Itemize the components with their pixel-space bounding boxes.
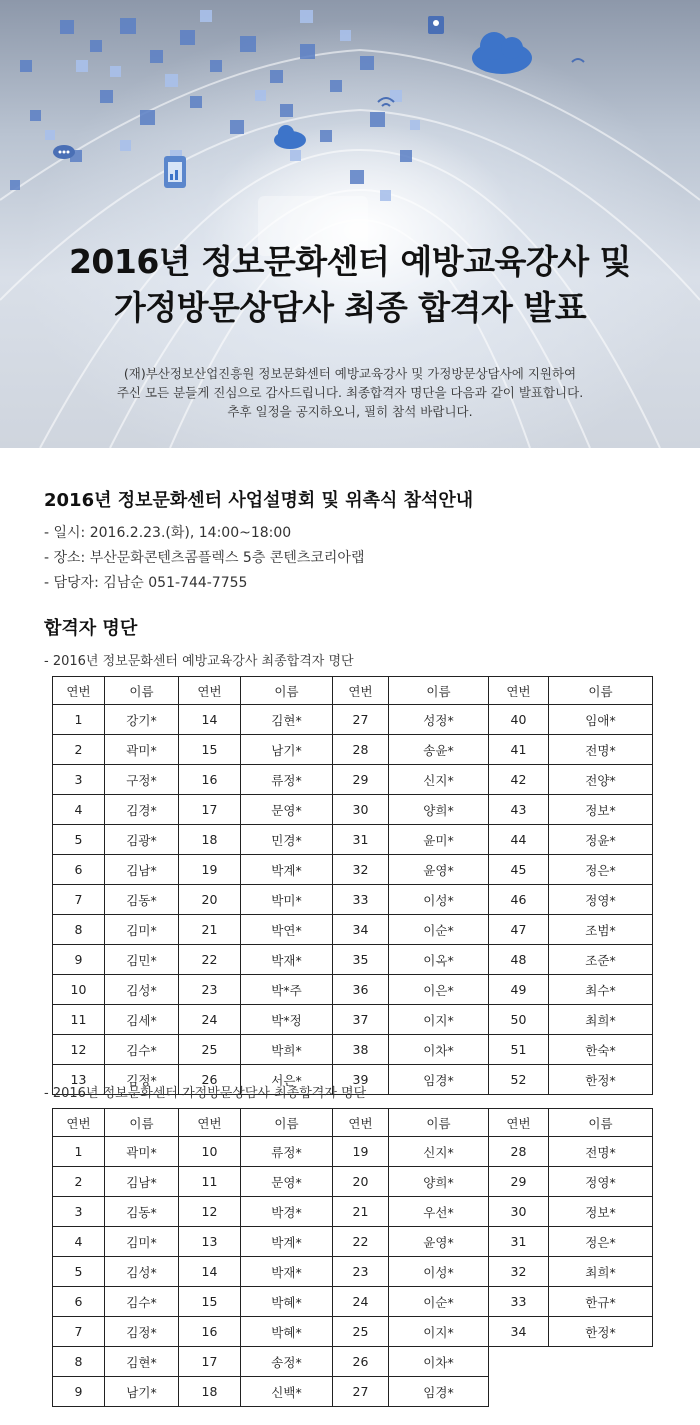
cell-number: 22: [179, 945, 241, 975]
cell-name: 이성*: [389, 1257, 489, 1287]
cell-name: 양희*: [389, 795, 489, 825]
cell-name: 민경*: [241, 825, 333, 855]
table1-caption: - 2016년 정보문화센터 예방교육강사 최종합격자 명단: [44, 654, 354, 669]
briefing-contact: - 담당자: 김남순 051-744-7755: [44, 575, 248, 591]
cell-number: 34: [489, 1317, 549, 1347]
table-row: [53, 855, 653, 885]
cell-name: 윤영*: [389, 1227, 489, 1257]
cell-name: 정윤*: [549, 825, 653, 855]
cell-name: 박*주: [241, 975, 333, 1005]
header-number: 연번: [489, 1109, 549, 1137]
cell-number: 11: [53, 1005, 105, 1035]
table-row: [53, 1317, 653, 1347]
hero-description-line1: (재)부산정보산업진흥원 정보문화센터 예방교육강사 및 가정방문상담사에 지원하여: [123, 366, 577, 381]
cell-number: 11: [179, 1167, 241, 1197]
cell-number: 49: [489, 975, 549, 1005]
cell-number: 45: [489, 855, 549, 885]
cell-number: 43: [489, 795, 549, 825]
cell-number: 4: [53, 1227, 105, 1257]
cell-name: 조준*: [549, 945, 653, 975]
cell-number: 19: [179, 855, 241, 885]
empty-cell: [489, 1377, 653, 1407]
cell-name: 류정*: [241, 765, 333, 795]
header-name: 이름: [389, 677, 489, 705]
cell-number: 6: [53, 1287, 105, 1317]
header-name: 이름: [389, 1109, 489, 1137]
tablet-chart-icon: [164, 156, 186, 188]
cell-number: 2: [53, 1167, 105, 1197]
cell-number: 10: [53, 975, 105, 1005]
cell-name: 박희*: [241, 1035, 333, 1065]
header-number: 연번: [53, 677, 105, 705]
table-row: [53, 1287, 653, 1317]
cell-name: 김수*: [105, 1035, 179, 1065]
cell-number: 20: [179, 885, 241, 915]
cell-name: 박계*: [241, 1227, 333, 1257]
counselor-pass-table: [52, 1108, 653, 1407]
cell-number: 33: [333, 885, 389, 915]
header-name: 이름: [241, 677, 333, 705]
cell-name: 김현*: [241, 705, 333, 735]
table-row: [53, 975, 653, 1005]
cell-name: 김성*: [105, 1257, 179, 1287]
cell-name: 우선*: [389, 1197, 489, 1227]
cell-name: 김남*: [105, 855, 179, 885]
cell-number: 36: [333, 975, 389, 1005]
cell-number: 13: [179, 1227, 241, 1257]
table-row: [53, 1167, 653, 1197]
cell-number: 1: [53, 705, 105, 735]
cell-number: 28: [489, 1137, 549, 1167]
table-row: [53, 915, 653, 945]
table-row: [53, 735, 653, 765]
cell-name: 신지*: [389, 765, 489, 795]
cell-number: 29: [489, 1167, 549, 1197]
empty-cell: [489, 1347, 653, 1377]
cell-name: 최희*: [549, 1257, 653, 1287]
cell-name: 남기*: [241, 735, 333, 765]
cell-number: 46: [489, 885, 549, 915]
table-row: [53, 825, 653, 855]
cell-number: 16: [179, 1317, 241, 1347]
cell-name: 정영*: [549, 1167, 653, 1197]
cell-number: 10: [179, 1137, 241, 1167]
cloud-icon: [472, 32, 532, 74]
cell-number: 38: [333, 1035, 389, 1065]
cell-name: 전양*: [549, 765, 653, 795]
cell-number: 21: [333, 1197, 389, 1227]
header-number: 연번: [179, 677, 241, 705]
briefing-place: - 장소: 부산문화콘텐츠콤플렉스 5층 콘텐츠코리아랩: [44, 550, 365, 566]
cell-number: 7: [53, 1317, 105, 1347]
cell-number: 29: [333, 765, 389, 795]
cell-name: 김민*: [105, 945, 179, 975]
table-row: [53, 765, 653, 795]
header-name: 이름: [549, 1109, 653, 1137]
cell-name: 송윤*: [389, 735, 489, 765]
cell-number: 18: [179, 1377, 241, 1407]
header-number: 연번: [333, 1109, 389, 1137]
cell-number: 33: [489, 1287, 549, 1317]
cell-name: 이순*: [389, 1287, 489, 1317]
cell-name: 류정*: [241, 1137, 333, 1167]
cell-number: 31: [489, 1227, 549, 1257]
cell-number: 14: [179, 1257, 241, 1287]
cell-name: 한규*: [549, 1287, 653, 1317]
cell-name: 김수*: [105, 1287, 179, 1317]
cell-number: 18: [179, 825, 241, 855]
cell-number: 35: [333, 945, 389, 975]
cell-name: 이차*: [389, 1347, 489, 1377]
table-row: [53, 795, 653, 825]
cell-number: 26: [179, 1065, 241, 1095]
cell-name: 박미*: [241, 885, 333, 915]
hero-title-line1: 2016년 정보문화센터 예방교육강사 및: [68, 242, 632, 281]
cell-name: 박재*: [241, 1257, 333, 1287]
cell-number: 15: [179, 1287, 241, 1317]
cell-number: 3: [53, 765, 105, 795]
cell-name: 이순*: [389, 915, 489, 945]
cell-name: 김미*: [105, 1227, 179, 1257]
cell-name: 정보*: [549, 795, 653, 825]
cell-number: 12: [53, 1035, 105, 1065]
cell-name: 김남*: [105, 1167, 179, 1197]
cell-name: 이옥*: [389, 945, 489, 975]
cell-name: 임애*: [549, 705, 653, 735]
cell-number: 17: [179, 795, 241, 825]
table-row: [53, 1035, 653, 1065]
cell-name: 이성*: [389, 885, 489, 915]
cloud-small-icon: [274, 125, 306, 149]
cell-name: 윤영*: [389, 855, 489, 885]
cell-number: 5: [53, 825, 105, 855]
header-number: 연번: [489, 677, 549, 705]
cell-number: 42: [489, 765, 549, 795]
cell-name: 신백*: [241, 1377, 333, 1407]
cell-number: 47: [489, 915, 549, 945]
header-name: 이름: [241, 1109, 333, 1137]
cell-number: 34: [333, 915, 389, 945]
cell-number: 15: [179, 735, 241, 765]
cell-name: 정영*: [549, 885, 653, 915]
cell-number: 28: [333, 735, 389, 765]
cell-number: 6: [53, 855, 105, 885]
cell-number: 16: [179, 765, 241, 795]
table-row: [53, 945, 653, 975]
cell-name: 이지*: [389, 1005, 489, 1035]
cell-number: 8: [53, 915, 105, 945]
hero-title-line2: 가정방문상담사 최종 합격자 발표: [113, 288, 587, 327]
cell-number: 14: [179, 705, 241, 735]
cell-number: 30: [489, 1197, 549, 1227]
cell-name: 김정*: [105, 1317, 179, 1347]
cell-name: 김미*: [105, 915, 179, 945]
header-name: 이름: [105, 1109, 179, 1137]
cell-name: 윤미*: [389, 825, 489, 855]
cell-name: 김현*: [105, 1347, 179, 1377]
cell-number: 7: [53, 885, 105, 915]
cell-number: 1: [53, 1137, 105, 1167]
cell-number: 31: [333, 825, 389, 855]
cell-number: 9: [53, 945, 105, 975]
cell-number: 9: [53, 1377, 105, 1407]
cell-name: 조범*: [549, 915, 653, 945]
cell-name: 이은*: [389, 975, 489, 1005]
cell-number: 32: [489, 1257, 549, 1287]
cell-name: 임경*: [389, 1065, 489, 1095]
cell-name: 한숙*: [549, 1035, 653, 1065]
table-row: [53, 885, 653, 915]
cell-name: 정은*: [549, 855, 653, 885]
cell-number: 5: [53, 1257, 105, 1287]
table-row: [53, 1197, 653, 1227]
cell-number: 27: [333, 1377, 389, 1407]
cell-number: 44: [489, 825, 549, 855]
cell-number: 26: [333, 1347, 389, 1377]
cell-name: 최희*: [549, 1005, 653, 1035]
cell-name: 최수*: [549, 975, 653, 1005]
list-title: 합격자 명단: [44, 618, 138, 639]
cell-number: 23: [333, 1257, 389, 1287]
contact-card-icon: [428, 16, 444, 34]
cell-name: 신지*: [389, 1137, 489, 1167]
table-row: [53, 705, 653, 735]
cell-name: 임경*: [389, 1377, 489, 1407]
cell-name: 정은*: [549, 1227, 653, 1257]
table-row: [53, 1137, 653, 1167]
hero-banner: [0, 0, 700, 448]
cell-number: 39: [333, 1065, 389, 1095]
cell-number: 50: [489, 1005, 549, 1035]
cell-number: 37: [333, 1005, 389, 1035]
cell-name: 한정*: [549, 1317, 653, 1347]
cell-name: 문영*: [241, 795, 333, 825]
table-header-row: [53, 1109, 653, 1137]
cell-number: 25: [333, 1317, 389, 1347]
briefing-date: - 일시: 2016.2.23.(화), 14:00~18:00: [44, 525, 292, 541]
table-header-row: [53, 677, 653, 705]
cell-name: 곽미*: [105, 1137, 179, 1167]
cell-name: 박연*: [241, 915, 333, 945]
cell-number: 19: [333, 1137, 389, 1167]
cell-number: 22: [333, 1227, 389, 1257]
cell-name: 전명*: [549, 735, 653, 765]
chat-bubble-icon: [53, 145, 75, 159]
header-number: 연번: [333, 677, 389, 705]
cell-number: 51: [489, 1035, 549, 1065]
cell-number: 23: [179, 975, 241, 1005]
cell-number: 40: [489, 705, 549, 735]
cell-name: 김성*: [105, 975, 179, 1005]
cell-name: 정보*: [549, 1197, 653, 1227]
cell-number: 41: [489, 735, 549, 765]
cell-name: 곽미*: [105, 735, 179, 765]
cell-name: 전명*: [549, 1137, 653, 1167]
cell-number: 24: [179, 1005, 241, 1035]
table2-caption: - 2016년 정보문화센터 가정방문상담사 최종합격자 명단: [44, 1086, 367, 1101]
header-number: 연번: [179, 1109, 241, 1137]
cell-name: 박재*: [241, 945, 333, 975]
cell-number: 4: [53, 795, 105, 825]
table-row: [53, 1005, 653, 1035]
hero-description-line3: 추후 일정을 공지하오니, 필히 참석 바랍니다.: [227, 404, 473, 419]
header-number: 연번: [53, 1109, 105, 1137]
cell-name: 박계*: [241, 855, 333, 885]
cell-name: 남기*: [105, 1377, 179, 1407]
cell-number: 32: [333, 855, 389, 885]
hero-description-line2: 주신 모든 분들게 진심으로 감사드립니다. 최종합격자 명단을 다음과 같이 발표합니다.: [116, 385, 584, 400]
table-row: [53, 1377, 653, 1407]
briefing-title: 2016년 정보문화센터 사업설명회 및 위촉식 참석안내: [44, 490, 474, 511]
cell-name: 박혜*: [241, 1287, 333, 1317]
table-row: [53, 1257, 653, 1287]
cell-name: 한정*: [549, 1065, 653, 1095]
table-row: [53, 1347, 653, 1377]
lecturer-pass-table: [52, 676, 653, 1095]
table-row: [53, 1227, 653, 1257]
cell-number: 25: [179, 1035, 241, 1065]
cell-number: 30: [333, 795, 389, 825]
cell-number: 27: [333, 705, 389, 735]
cell-name: 김경*: [105, 795, 179, 825]
cell-number: 12: [179, 1197, 241, 1227]
cell-name: 이지*: [389, 1317, 489, 1347]
cell-name: 양희*: [389, 1167, 489, 1197]
header-name: 이름: [549, 677, 653, 705]
cell-name: 박혜*: [241, 1317, 333, 1347]
cube-cloud: [10, 10, 420, 201]
cell-name: 김동*: [105, 1197, 179, 1227]
cell-name: 송정*: [241, 1347, 333, 1377]
cell-name: 김정*: [105, 1065, 179, 1095]
cell-name: 강기*: [105, 705, 179, 735]
cell-name: 이차*: [389, 1035, 489, 1065]
cell-name: 성정*: [389, 705, 489, 735]
cell-number: 3: [53, 1197, 105, 1227]
cell-number: 13: [53, 1065, 105, 1095]
cell-name: 서은*: [241, 1065, 333, 1095]
cell-number: 2: [53, 735, 105, 765]
header-name: 이름: [105, 677, 179, 705]
cell-name: 구정*: [105, 765, 179, 795]
cell-number: 52: [489, 1065, 549, 1095]
cell-name: 김세*: [105, 1005, 179, 1035]
cell-name: 김동*: [105, 885, 179, 915]
cell-name: 박경*: [241, 1197, 333, 1227]
cell-number: 20: [333, 1167, 389, 1197]
cell-number: 48: [489, 945, 549, 975]
cell-number: 17: [179, 1347, 241, 1377]
cell-number: 21: [179, 915, 241, 945]
cell-name: 김광*: [105, 825, 179, 855]
cell-number: 8: [53, 1347, 105, 1377]
cell-name: 박*정: [241, 1005, 333, 1035]
cell-name: 문영*: [241, 1167, 333, 1197]
cell-number: 24: [333, 1287, 389, 1317]
